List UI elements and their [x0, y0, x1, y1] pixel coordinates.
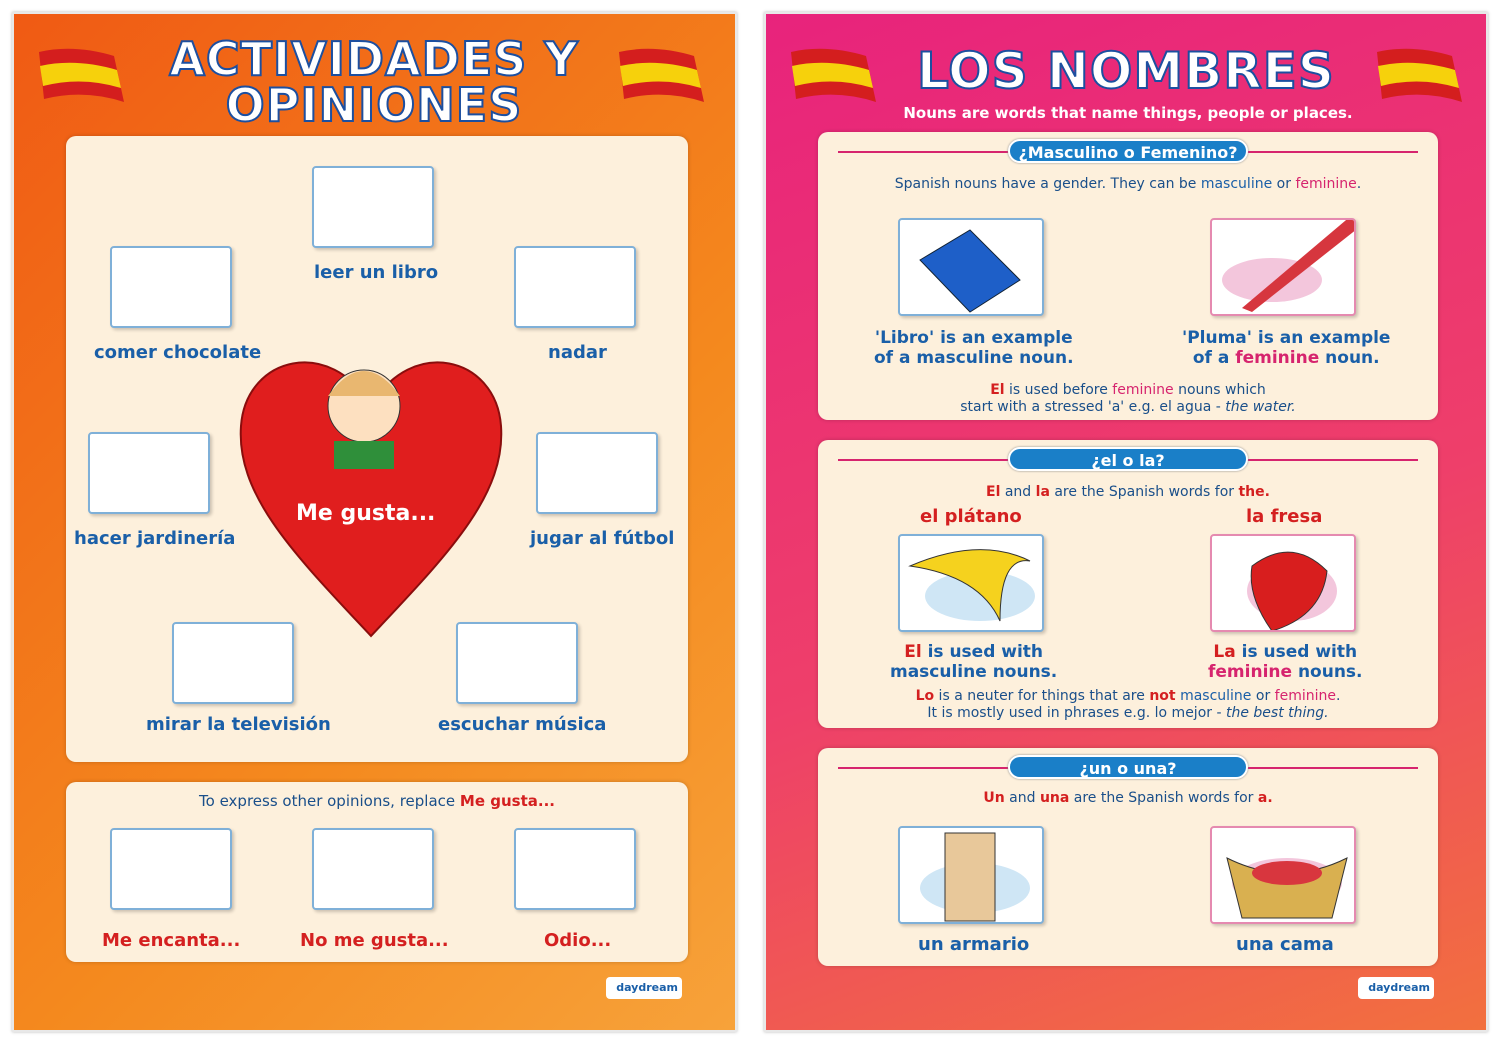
text: is used with: [921, 642, 1044, 662]
section-intro: [818, 176, 1438, 192]
opinions-intro: [66, 792, 688, 810]
el-la-panel: [818, 440, 1438, 728]
text: masculine: [916, 348, 1014, 368]
text: 'Pluma' is an example: [1182, 328, 1391, 348]
spain-flag-icon: [34, 44, 129, 106]
activity-image: [312, 166, 434, 248]
highlight: Me gusta...: [459, 792, 555, 810]
text: a.: [1257, 790, 1273, 806]
text: start with a stressed 'a' e.g. el agua -: [960, 399, 1226, 415]
el-caption: [890, 642, 1057, 682]
text: nouns.: [1292, 662, 1363, 682]
text: is used with: [1235, 642, 1358, 662]
activity-label: comer chocolate: [94, 342, 262, 363]
strawberry-icon: [1212, 536, 1356, 632]
banana-icon: [900, 536, 1044, 632]
banana-image: [898, 534, 1044, 632]
text: or: [1251, 688, 1275, 704]
text: nouns.: [986, 662, 1058, 682]
wardrobe-icon: [900, 828, 1044, 924]
text: are the Spanish words for: [1049, 484, 1239, 500]
gender-panel: [818, 132, 1438, 420]
word-label: una cama: [1236, 934, 1334, 955]
pen-image: [1210, 218, 1356, 316]
bed-icon: [1212, 828, 1356, 924]
text: Lo: [915, 688, 935, 704]
text: 'Libro' is an example: [874, 328, 1073, 348]
activity-image: [456, 622, 578, 704]
opinion-image: [514, 828, 636, 910]
word-label: un armario: [918, 934, 1030, 955]
wardrobe-image: [898, 826, 1044, 924]
section-heading: ¿el o la?: [1008, 447, 1248, 471]
bed-image: [1210, 826, 1356, 924]
text: It is mostly used in phrases e.g. lo mejor -: [927, 705, 1226, 721]
text: feminine: [1235, 348, 1320, 368]
spain-flag-icon: [614, 44, 709, 106]
activity-label: hacer jardinería: [74, 528, 236, 549]
text: una: [1039, 790, 1070, 806]
text: and: [1000, 484, 1036, 500]
text: masculine: [1180, 688, 1252, 704]
opinions-panel: [66, 782, 688, 962]
text: feminine: [1274, 688, 1336, 704]
text: of a: [874, 348, 917, 368]
poster-actividades: [12, 12, 737, 1032]
heart-label: Me gusta...: [296, 501, 436, 526]
daydream-logo: daydream: [606, 977, 682, 999]
libro-caption: [874, 328, 1074, 368]
text: masculine: [1200, 176, 1273, 192]
text: the.: [1238, 484, 1270, 500]
strawberry-image: [1210, 534, 1356, 632]
opinion-image: [312, 828, 434, 910]
activity-label: jugar al fútbol: [530, 528, 675, 549]
activity-label: nadar: [548, 342, 607, 363]
text: El: [986, 484, 1001, 500]
activity-label: escuchar música: [438, 714, 607, 735]
section-intro: [818, 484, 1438, 500]
book-icon: [900, 220, 1044, 316]
text: Spanish nouns have a gender. They can be: [894, 176, 1201, 192]
text: .: [1356, 176, 1362, 192]
text: El: [904, 642, 922, 662]
poster-title: [144, 32, 604, 132]
text: To express other opinions, replace: [199, 792, 460, 810]
poster-title: LOS NOMBRES: [917, 42, 1335, 100]
text: the best thing.: [1225, 705, 1329, 721]
activity-label: mirar la televisión: [146, 714, 331, 735]
text: are the Spanish words for: [1069, 790, 1258, 806]
la-caption: [1208, 642, 1363, 682]
text: not: [1149, 688, 1176, 704]
text: nouns which: [1173, 382, 1266, 398]
word-label: el plátano: [920, 506, 1022, 527]
opinion-image: [110, 828, 232, 910]
title-line: OPINIONES: [225, 78, 523, 132]
el-note: [818, 382, 1438, 416]
text: is a neuter for things that are: [934, 688, 1150, 704]
opinion-label: Me encanta...: [102, 930, 241, 951]
text: of a: [1192, 348, 1236, 368]
section-intro: [818, 790, 1438, 806]
text: feminine: [1112, 382, 1174, 398]
activity-image: [536, 432, 658, 514]
section-heading: ¿un o una?: [1008, 755, 1248, 779]
pen-icon: [1212, 220, 1356, 316]
text: the water.: [1225, 399, 1296, 415]
opinion-label: No me gusta...: [300, 930, 449, 951]
text: noun.: [1319, 348, 1380, 368]
activities-panel: [66, 136, 688, 762]
activity-image: [172, 622, 294, 704]
lo-note: [818, 688, 1438, 722]
text: .: [1335, 688, 1341, 704]
poster-subtitle: Nouns are words that name things, people or places.: [903, 104, 1353, 122]
text: and: [1004, 790, 1040, 806]
text: is used before: [1004, 382, 1113, 398]
text: feminine: [1208, 662, 1293, 682]
activity-image: [88, 432, 210, 514]
text: la: [1035, 484, 1050, 500]
activity-image: [110, 246, 232, 328]
text: El: [990, 382, 1005, 398]
activity-image: [514, 246, 636, 328]
spain-flag-icon: [1372, 44, 1467, 106]
activity-label: leer un libro: [314, 262, 439, 283]
poster-los-nombres: [764, 12, 1488, 1032]
text: feminine: [1295, 176, 1357, 192]
title-line: ACTIVIDADES Y: [169, 32, 579, 86]
word-label: la fresa: [1246, 506, 1323, 527]
text: noun.: [1013, 348, 1074, 368]
pluma-caption: [1182, 328, 1390, 368]
text: La: [1213, 642, 1236, 662]
text: or: [1272, 176, 1296, 192]
opinion-label: Odio...: [544, 930, 612, 951]
text: masculine: [890, 662, 987, 682]
section-heading: ¿Masculino o Femenino?: [1008, 139, 1248, 163]
spain-flag-icon: [786, 44, 881, 106]
daydream-logo: daydream: [1358, 977, 1434, 999]
book-image: [898, 218, 1044, 316]
un-una-panel: [818, 748, 1438, 966]
text: Un: [983, 790, 1005, 806]
heart-icon: [236, 316, 506, 646]
